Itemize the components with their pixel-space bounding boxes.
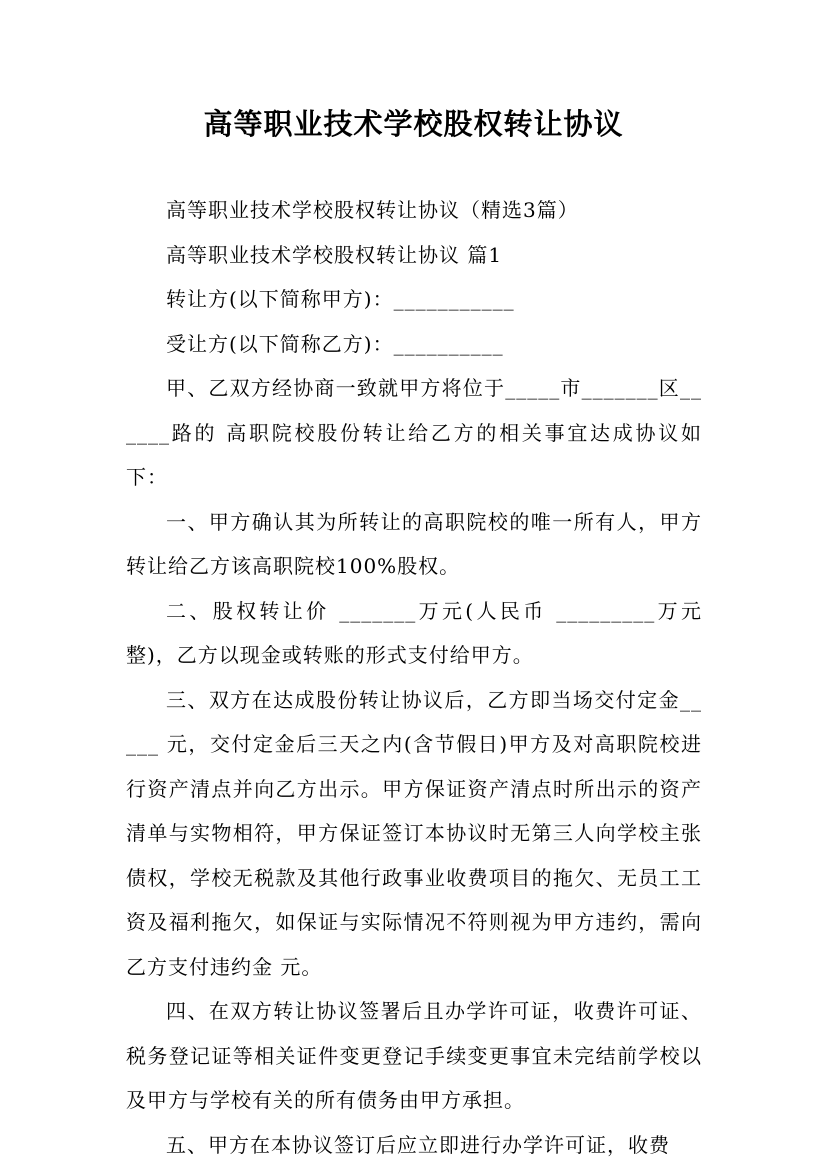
paragraph-clause-1: 一、甲方确认其为所转让的高职院校的唯一所有人，甲方转让给乙方该高职院校100%股权。 (126, 509, 702, 578)
paragraph-clause-4: 四、在双方转让协议签署后且办学许可证，收费许可证、税务登记证等相关证件变更登记手续变更事宜未完结前学校以及甲方与学校有关的所有债务由甲方承担。 (126, 999, 702, 1112)
paragraph-clause-2: 二、股权转让价 _______万元(人民币 _________万元整)，乙方以现金或转账的形式支付给甲方。 (126, 598, 702, 667)
paragraph-clause-3: 三、双方在达成股份转让协议后，乙方即当场交付定金_____ 元，交付定金后三天之内(含节假日)甲方及对高职院校进行资产清点并向乙方出示。甲方保证资产清点时所出示的资产清单与实物相符，甲方保证签订本协议时无第三人向学校主张债权，学校无税款及其他行政事业收费项目的拖欠、无员工工资及福利拖欠，如保证与实际情况不符则视为甲方违约，需向乙方支付违约金 元。 (126, 687, 702, 979)
document-body (126, 188, 702, 1167)
paragraph-transferee: 受让方(以下简称乙方)：__________ (166, 331, 504, 356)
document-title: 高等职业技术学校股权转让协议 (203, 107, 624, 141)
paragraph-preamble: 甲、乙双方经协商一致就甲方将位于_____市_______区______路的 高职院校股份转让给乙方的相关事宜达成协议如下： (126, 376, 702, 489)
paragraph-subtitle: 高等职业技术学校股权转让协议（精选3篇） (166, 198, 579, 222)
paragraph-transferor: 转让方(以下简称甲方)：___________ (166, 287, 515, 311)
paragraph-clause-5: 五、甲方在本协议签订后应立即进行办学许可证，收费 (166, 1132, 670, 1157)
paragraph-part-heading: 高等职业技术学校股权转让协议 篇1 (166, 242, 503, 267)
